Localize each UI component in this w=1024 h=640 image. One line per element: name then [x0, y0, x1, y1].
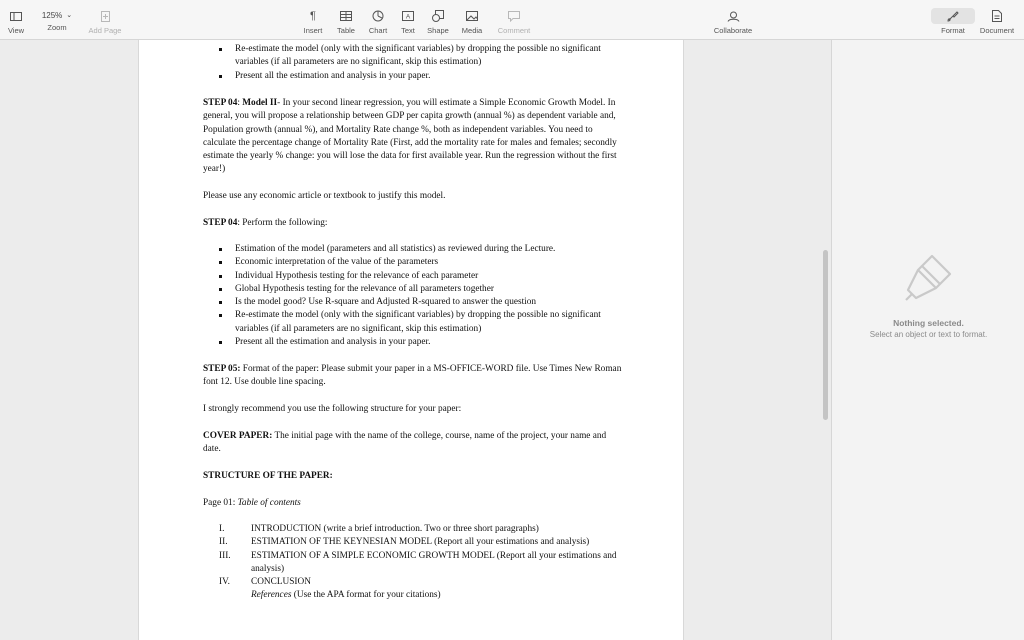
step04-model-paragraph[interactable]: STEP 04: Model II- In your second linear regression, you will estimate a Simple Economic Growth Model. In general, you will propose a relationship between GDP per capita growth (annual %) as dependent variable and, Population growth (annual %), and Mortality Rate change %, both as independent variables. You need to calculate the percentage change of Mortality Rate (First, add the mortality rate for males and females; secondly estimate the yearly % change: you will lose the data for first available year. Run the regression without the first year!) — [203, 98, 617, 175]
step04-perform-paragraph[interactable] — [203, 217, 623, 230]
document-label: Document — [979, 26, 1015, 35]
cover-paper-heading: COVER PAPER: — [203, 431, 273, 441]
list-item[interactable]: Re-estimate the model (only with the significant variables) by dropping the possible no significant variables (if all parameters are no significant, skip this estimation) — [219, 309, 619, 336]
zoom-dropdown[interactable] — [38, 8, 76, 22]
nothing-selected-title: Nothing selected. — [893, 318, 964, 328]
view-label: View — [7, 26, 25, 35]
add-page-icon — [101, 9, 110, 23]
scrollbar-thumb[interactable] — [823, 250, 828, 420]
contents-item[interactable] — [219, 550, 629, 577]
comment-icon — [508, 9, 520, 23]
text-box-icon — [402, 9, 414, 23]
format-button[interactable] — [935, 0, 971, 39]
step04-body: - In your second linear regression, you will estimate a Simple Economic Growth Model. In general, you will propose a relationship between GDP per capita growth (annual %) as dependent variable and, Population growth (annual %), and Mortality Rate change %, both as independent variables. You need to calculate the percentage change of Mortality Rate (First, add the mortality rate for males and females; secondly estimate the yearly % change: you will lose the data for first available year. Run the regression without the first year!) — [203, 98, 617, 175]
contents-item[interactable] — [219, 576, 629, 589]
add-page-button[interactable] — [86, 0, 124, 39]
add-page-label: Add Page — [88, 26, 122, 35]
document-page[interactable] — [138, 40, 684, 640]
comment-button[interactable] — [494, 0, 534, 39]
roman-numeral: III. — [219, 550, 231, 561]
step05-heading: STEP 05: — [203, 364, 241, 374]
list-item[interactable]: Re-estimate the model (only with the significant variables) by dropping the possible no significant variables (if all parameters are no significant, skip this estimation) — [219, 43, 619, 70]
list-item[interactable]: Estimation of the model (parameters and all statistics) as reviewed during the Lecture. — [219, 243, 619, 256]
collaborate-label: Collaborate — [713, 26, 753, 35]
table-label: Table — [337, 26, 355, 35]
comment-label: Comment — [497, 26, 531, 35]
recommend-paragraph[interactable]: I strongly recommend you use the following structure for your paper: — [203, 404, 462, 414]
shape-label: Shape — [427, 26, 449, 35]
step05-body: Format of the paper: Please submit your paper in a MS-OFFICE-WORD file. Use Times New Roman font 12. Use double line spacing. — [203, 364, 622, 388]
table-of-contents-label: Table of contents — [237, 498, 301, 508]
structure-heading[interactable]: STRUCTURE OF THE PAPER: — [203, 471, 333, 481]
cover-paper-paragraph[interactable] — [203, 430, 623, 457]
chart-button[interactable] — [366, 0, 390, 39]
task-bullet-list — [219, 243, 619, 349]
roman-numeral: I. — [219, 524, 225, 534]
collaborate-icon — [727, 9, 740, 23]
references-label: References — [251, 590, 292, 601]
photo-icon — [466, 9, 478, 23]
step05-paragraph[interactable] — [203, 363, 623, 390]
media-label: Media — [461, 26, 483, 35]
contents-item[interactable] — [219, 536, 629, 549]
view-button[interactable] — [5, 0, 27, 39]
document-icon — [992, 9, 1002, 23]
table-button[interactable] — [334, 0, 358, 39]
table-icon — [340, 9, 352, 23]
step04b-heading: STEP 04 — [203, 218, 238, 228]
contents-item-text: INTRODUCTION (write a brief introduction. Two or three short paragraphs) — [251, 524, 539, 534]
cover-paper-body: The initial page with the name of the college, course, name of the project, your name and date. — [203, 431, 607, 455]
step04b-body: : Perform the following: — [237, 218, 328, 228]
insert-label: Insert — [303, 26, 323, 35]
references-line[interactable] — [219, 589, 629, 602]
chart-icon — [372, 9, 384, 23]
collaborate-button[interactable] — [706, 0, 760, 39]
text-label: Text — [401, 26, 415, 35]
roman-numeral: IV. — [219, 577, 230, 588]
media-button[interactable] — [459, 0, 485, 39]
text-button[interactable] — [397, 0, 419, 39]
roman-numeral: II. — [219, 537, 228, 548]
nothing-selected-subtitle: Select an object or text to format. — [869, 330, 988, 339]
contents-item-text: CONCLUSION — [251, 577, 311, 588]
references-text: (Use the APA format for your citations) — [291, 590, 441, 601]
paragraph-icon: ¶ — [310, 10, 316, 22]
zoom-control[interactable] — [37, 0, 77, 39]
zoom-label: Zoom — [47, 23, 67, 32]
list-item[interactable]: Global Hypothesis testing for the relevance of all parameters together — [219, 283, 619, 296]
chart-label: Chart — [368, 26, 388, 35]
zoom-value: 125% — [41, 10, 63, 20]
paintbrush-icon — [896, 246, 960, 315]
document-button[interactable] — [977, 0, 1017, 39]
format-sidebar — [831, 40, 1024, 640]
sidebar-view-icon — [10, 9, 22, 23]
format-label: Format — [941, 26, 965, 35]
shape-icon — [432, 9, 444, 23]
top-bullet-list — [219, 43, 619, 83]
contents-item-text: ESTIMATION OF A SIMPLE ECONOMIC GROWTH MODEL (Report all your estimations and analysis) — [251, 550, 617, 574]
page01-line[interactable] — [203, 497, 623, 510]
contents-item-text: ESTIMATION OF THE KEYNESIAN MODEL (Report all your estimations and analysis) — [251, 537, 590, 548]
contents-item[interactable] — [219, 523, 629, 536]
step04-heading: STEP 04 — [203, 98, 238, 108]
list-item[interactable]: Present all the estimation and analysis in your paper. — [219, 336, 619, 349]
list-item[interactable]: Is the model good? Use R-square and Adjusted R-squared to answer the question — [219, 296, 619, 309]
justify-paragraph[interactable]: Please use any economic article or textbook to justify this model. — [203, 191, 446, 201]
list-item[interactable]: Economic interpretation of the value of the parameters — [219, 256, 619, 269]
shape-button[interactable] — [425, 0, 451, 39]
list-item[interactable]: Present all the estimation and analysis in your paper. — [219, 70, 619, 83]
insert-button[interactable] — [300, 0, 326, 39]
svg-text:A: A — [405, 13, 411, 21]
contents-list — [219, 523, 629, 603]
page01-label: Page 01: — [203, 498, 238, 508]
paintbrush-icon — [947, 9, 959, 23]
model-ii-label: Model II — [242, 98, 278, 108]
toolbar — [0, 0, 1024, 40]
chevron-down-icon: ⌄ — [66, 12, 73, 19]
list-item[interactable]: Individual Hypothesis testing for the relevance of each parameter — [219, 270, 619, 283]
document-canvas[interactable] — [0, 40, 831, 640]
